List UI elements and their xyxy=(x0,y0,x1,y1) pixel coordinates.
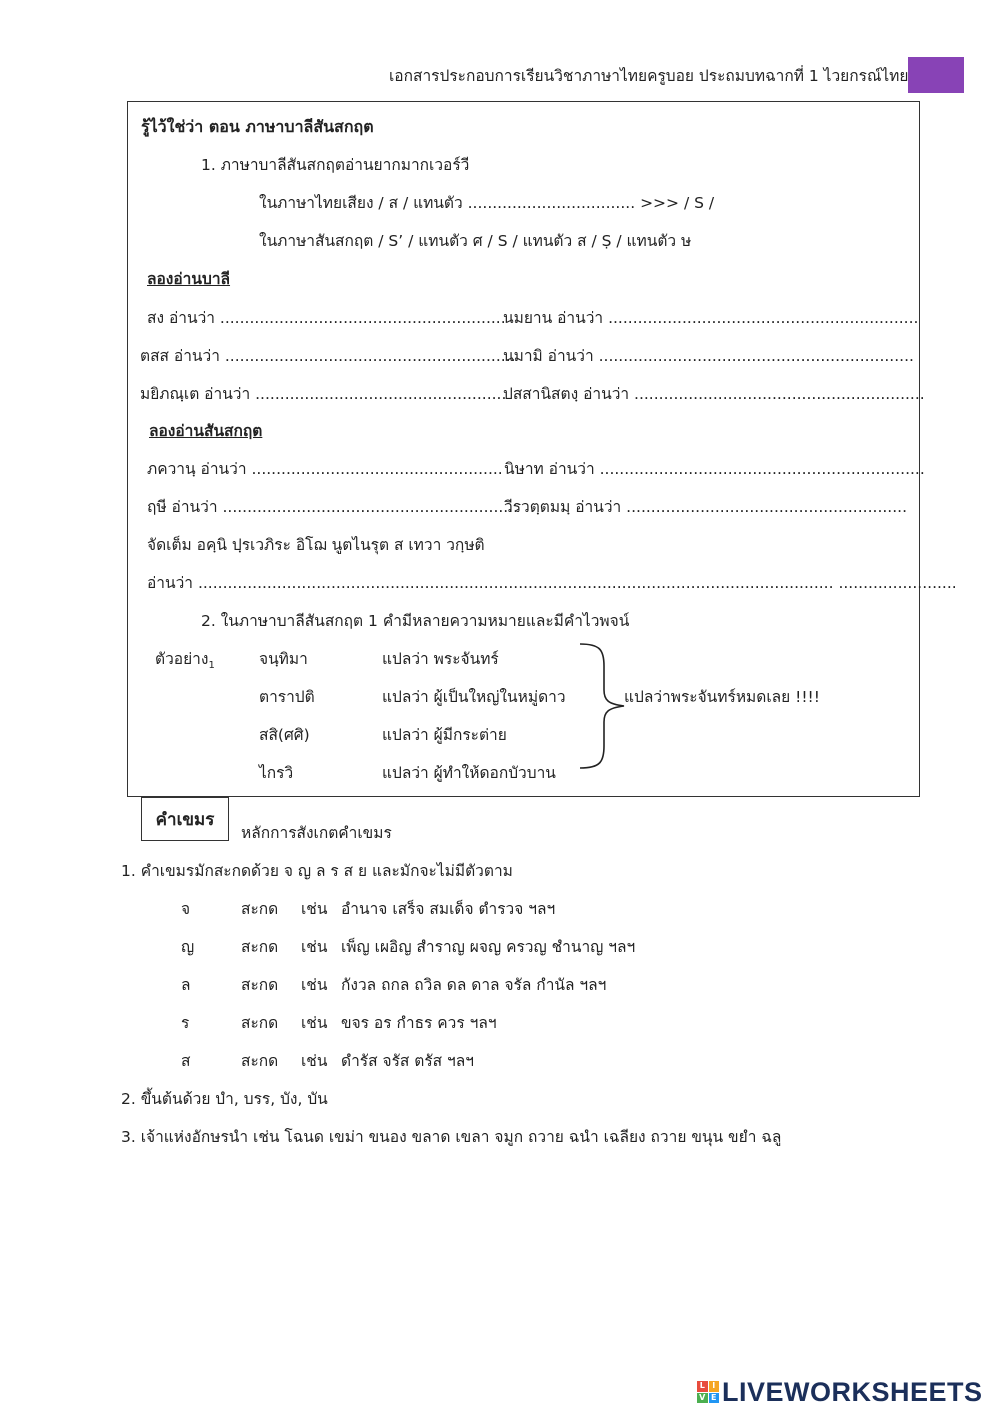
document-header: เอกสารประกอบการเรียนวิชาภาษาไทยครูบอย ประถมบทฉากที่ 1 ไวยกรณ์ไทย xyxy=(389,67,909,85)
liveworksheets-text: LIVEWORKSHEETS xyxy=(722,1376,983,1407)
point-2: 2. ในภาษาบาลีสันสกฤต 1 คำมีหลายความหมายและมีคำไวพจน์ xyxy=(201,612,630,630)
final-label-2: สะกด xyxy=(241,938,279,956)
pali-row-2-right: นมามิ อ่านว่า ................................................................ xyxy=(503,347,914,365)
final-eg-4: เช่น xyxy=(301,1014,328,1032)
final-words-3: กังวล ถกล ถวิล ดล ดาล จรัล กำนัล ฯลฯ xyxy=(341,976,607,994)
full-sentence-reading: อ่านว่า ................................................................................................................................. ........................ xyxy=(147,574,957,592)
final-words-2: เพ็ญ เผอิญ สำราญ ผจญ ครวญ ชำนาญ ฯลฯ xyxy=(341,938,636,956)
liveworksheets-mark-icon: L I V E xyxy=(697,1381,719,1403)
example-meaning-3: แปลว่า ผู้มีกระต่าย xyxy=(382,726,507,744)
final-label-1: สะกด xyxy=(241,900,279,918)
khmer-rule-3: 3. เจ้าแห่งอักษรนำ เช่น โฉนด เขม่า ขนอง ขลาด เขลา จมูก ถวาย ฉนำ เฉลียง ถวาย ขนุน ขยำ ฉลู xyxy=(121,1128,782,1146)
example-word-3: สสิ(ศศิ) xyxy=(259,726,310,744)
brace-note: แปลว่าพระจันทร์หมดเลย !!!! xyxy=(624,688,820,706)
header-highlight xyxy=(908,57,964,93)
khmer-title-box xyxy=(141,797,229,841)
box-title: รู้ไว้ใช่ว่า ตอน ภาษาบาลีสันสกฤต xyxy=(141,117,374,136)
point-1: 1. ภาษาบาลีสันสกฤตอ่านยากมากเวอร์วี xyxy=(201,156,470,174)
khmer-subtitle: หลักการสังเกตคำเขมร xyxy=(241,824,392,842)
final-eg-3: เช่น xyxy=(301,976,328,994)
final-eg-1: เช่น xyxy=(301,900,328,918)
curly-brace-icon xyxy=(578,642,628,770)
final-words-1: อำนาจ เสร็จ สมเด็จ ตำรวจ ฯลฯ xyxy=(341,900,556,918)
pali-row-3-left: มยิภณฺเต อ่านว่า ................................................... xyxy=(140,385,507,403)
final-eg-2: เช่น xyxy=(301,938,328,956)
example-word-4: ไกรวิ xyxy=(259,764,294,782)
sanskrit-row-1-left: ภควานฺ อ่านว่า ................................................... xyxy=(147,460,503,478)
sanskrit-row-2-left: ฤษี อ่านว่า ............................................................ xyxy=(147,498,519,516)
pali-row-1-left: สง อ่านว่า .......................................................... xyxy=(147,309,506,327)
example-meaning-4: แปลว่า ผู้ทำให้ดอกบัวบาน xyxy=(382,764,556,782)
final-words-5: ดำรัส จรัส ตรัส ฯลฯ xyxy=(341,1052,474,1070)
pali-row-1-right: นมยาน อ่านว่า ............................................................... xyxy=(503,309,919,327)
example-meaning-1: แปลว่า พระจันทร์ xyxy=(382,650,499,668)
khmer-title: คำเขมร xyxy=(155,809,215,830)
sanskrit-row-1-right: นิษาท อ่านว่า .................................................................. xyxy=(504,460,925,478)
final-label-3: สะกด xyxy=(241,976,279,994)
pali-row-2-left: ตสส อ่านว่า ........................................................... xyxy=(140,347,516,365)
khmer-rule-2: 2. ขึ้นต้นด้วย บำ, บรร, บัง, บัน xyxy=(121,1090,328,1108)
example-label: ตัวอย่าง$_1$ xyxy=(155,650,215,672)
full-sentence: จัดเต็ม อคฺนิ ปฺรเวภิระ อิโฌ นูตไนรุต ส เทวา วกฺษติ xyxy=(147,536,485,554)
example-word-2: ตาราปติ xyxy=(259,688,315,706)
final-letter-4: ร xyxy=(181,1014,190,1032)
final-label-5: สะกด xyxy=(241,1052,279,1070)
final-words-4: ขจร อร กำธร ควร ฯลฯ xyxy=(341,1014,497,1032)
final-label-4: สะกด xyxy=(241,1014,279,1032)
example-meaning-2: แปลว่า ผู้เป็นใหญ่ในหมู่ดาว xyxy=(382,688,566,706)
pali-row-3-right: ปสสานิสตงฺ อ่านว่า ........................................................... xyxy=(503,385,925,403)
final-letter-3: ล xyxy=(181,976,191,994)
example-word-1: จนฺทิมา xyxy=(259,650,308,668)
sanskrit-heading: ลองอ่านสันสกฤต xyxy=(149,422,263,440)
thai-sound-line: ในภาษาไทยเสียง / ส / แทนตัว .................................. >>> / S / xyxy=(259,194,715,212)
khmer-rule-1: 1. คำเขมรมักสะกดด้วย จ ญ ล ร ส ย และมักจะไม่มีตัวตาม xyxy=(121,862,513,880)
final-letter-1: จ xyxy=(181,900,191,918)
sanskrit-row-2-right: วีรวตฺตมมฺ อ่านว่า ......................................................... xyxy=(504,498,908,516)
final-letter-5: ส xyxy=(181,1052,191,1070)
liveworksheets-logo[interactable] xyxy=(697,1377,983,1407)
final-letter-2: ญ xyxy=(181,938,195,956)
sanskrit-sound-line: ในภาษาสันสกฤต / S’ / แทนตัว ศ / S / แทนตัว ส / Ṣ / แทนตัว ษ xyxy=(259,232,692,250)
pali-heading: ลองอ่านบาลี xyxy=(147,270,231,288)
final-eg-5: เช่น xyxy=(301,1052,328,1070)
